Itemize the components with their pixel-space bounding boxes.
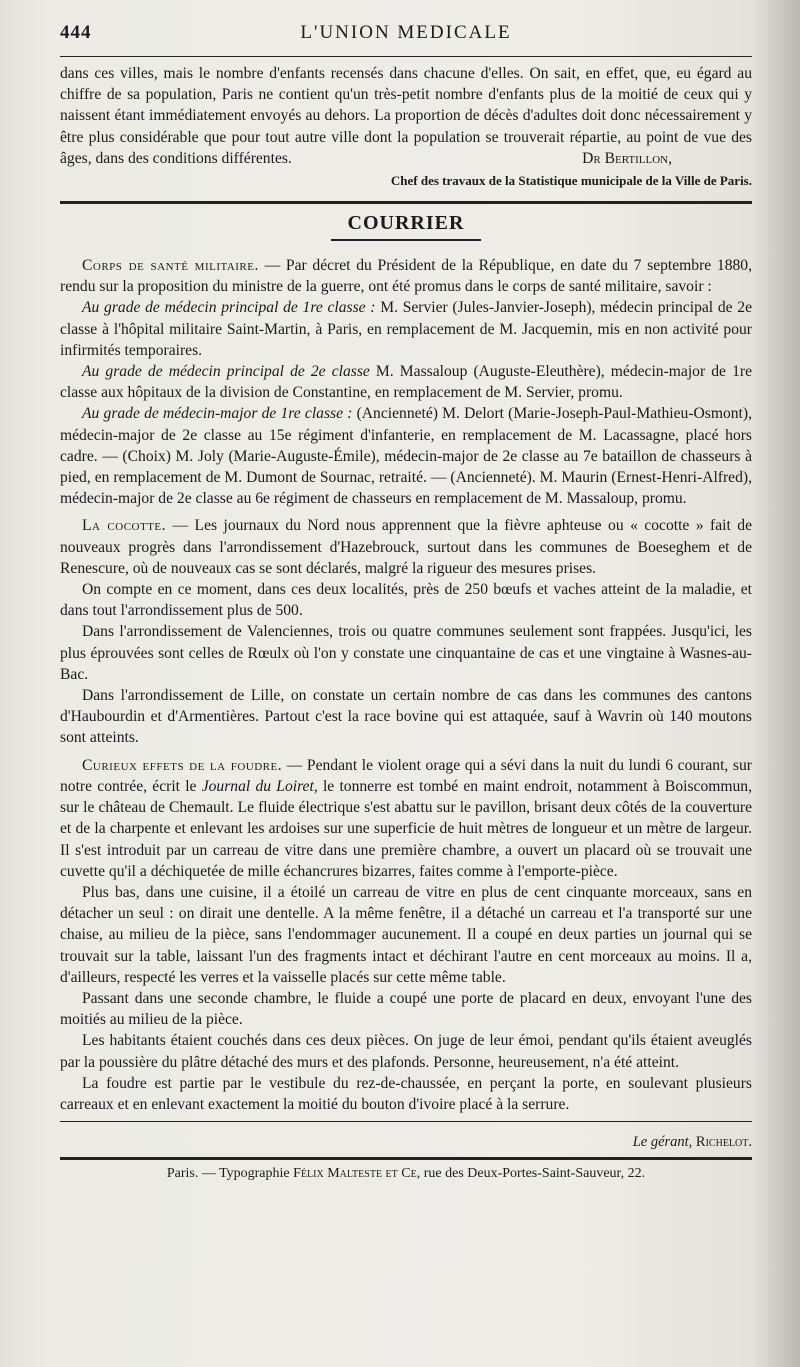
grade-3-paragraph [60, 403, 752, 509]
grade-2-text: M. Massaloup (Auguste-Eleuthère), médecin-major de 1re classe aux hôpitaux de la division de Constantine, en remplacement de M. Servier, promu. [60, 363, 752, 402]
cocotte-article [60, 515, 752, 748]
grade-3-text: (Ancienneté) M. Delort (Marie-Joseph-Paul-Mathieu-Osmont), médecin-major de 2e classe au 15e régiment d'infanterie, en remplacement de M. Lacassagne, placé hors cadre. — (Choix) M. Joly (Marie-Auguste-Émile), médecin-major de 2e classe au 7e bataillon de chasseurs à pied, en remplacement de M. Dumont de Sournac, retraité. — (Ancienneté). M. Maurin (Ernest-Henri-Alfred), médecin-major de 2e classe au 6e régiment de chasseurs en remplacement de M. Massaloup, promu. [60, 405, 752, 508]
section-title: COURRIER [347, 212, 465, 235]
author-signature: Dr Bertillon, [582, 150, 672, 168]
gerant-name: Richelot. [695, 1134, 752, 1151]
grade-2-label: Au grade de médecin principal de 2e classe [82, 363, 370, 381]
journal-title: L'UNION MEDICALE [300, 22, 512, 43]
gerant-label: Le gérant, [632, 1134, 693, 1151]
printer-imprint [60, 1166, 752, 1182]
journal-reference: Journal du Loiret [201, 777, 314, 795]
corps-sante-intro [60, 255, 752, 297]
cocotte-paragraph-4: Dans l'arrondissement de Lille, on constate un certain nombre de cas dans les communes des cantons d'Haubourdin et d'Armentières. Partout c'est la race bovine qui est attaquée, sauf à Wavrin où 140 moutons sont atteints. [60, 687, 752, 747]
grade-2-paragraph [60, 361, 752, 403]
cocotte-paragraph-3: Dans l'arrondissement de Valenciennes, trois ou quatre communes seulement sont frappées. Jusqu'ici, les plus éprouvées sont celles de Rœulx où l'on y constate une cinquantaine de cas et une vingtaine à Wasnes-au-Bac. [60, 623, 752, 683]
imprint-printer: Félix Malteste et Ce [293, 1166, 417, 1182]
imprint-text-b: , rue des Deux-Portes-Saint-Sauveur, 22. [416, 1166, 646, 1182]
foudre-article [60, 755, 752, 1115]
cocotte-paragraph-2: On compte en ce moment, dans ces deux localités, près de 250 bœufs et vaches atteint de la maladie, et dans tout l'arrondissement plus de 500. [60, 581, 752, 620]
imprint-text-a: Paris. — Typographie [166, 1166, 294, 1182]
corps-sante-lead: Corps de santé militaire. [82, 257, 259, 275]
section-underline [331, 239, 481, 241]
cocotte-text-1: — Les journaux du Nord nous apprennent que la fièvre aphteuse ou « cocotte » fait de nouveaux progrès dans l'arrondissement d'Hazebrouck, surtout dans les communes de Boeseghem et de Renescure, où de nouveaux cas se sont déclarés, malgré la rigueur des mesures prises. [60, 517, 752, 577]
gerant-signature [60, 1134, 752, 1151]
section-rule-top [60, 201, 752, 204]
foudre-lead: Curieux effets de la foudre. [82, 756, 283, 774]
footer-rule-bottom [60, 1157, 752, 1160]
corps-sante-intro-text: — Par décret du Président de la République, en date du 7 septembre 1880, rendu sur la proposition du ministre de la guerre, ont été promus dans le corps de santé militaire, savoir : [60, 257, 753, 296]
foudre-paragraph-1 [60, 755, 752, 882]
foudre-text-1a: — Pendant le violent orage qui a sévi dans la nuit du lundi 6 courant, sur notre contrée, écrit le [60, 756, 752, 795]
author-title: Chef des travaux de la Statistique municipale de la Ville de Paris. [390, 173, 752, 189]
footer-rule-top [60, 1121, 752, 1122]
cocotte-lead: La cocotte. [82, 517, 167, 535]
page-number: 444 [60, 22, 92, 43]
foudre-paragraph-5: La foudre est partie par le vestibule du rez-de-chaussée, en perçant la porte, en soulevant plusieurs carreaux et en enlevant exactement la moitié du bouton d'ivoire placé à la serrure. [60, 1074, 752, 1113]
foudre-paragraph-4: Les habitants étaient couchés dans ces deux pièces. On juge de leur émoi, pendant qu'ils étaient aveuglés par la poussière du plâtre détaché des murs et des plafonds. Personne, heureusement, n'a été atteint. [60, 1032, 752, 1071]
corps-sante-article [60, 255, 752, 509]
running-head [60, 18, 752, 50]
previous-article-text: dans ces villes, mais le nombre d'enfants recensés dans chacune d'elles. On sait, en effet, que, eu égard au chiffre de sa population, Paris ne contient qu'un très-petit nombre d'enfants plus de la moitié de ceux qui y naissent étant immédiatement envoyés au dehors. La proportion de décès d'adultes doit donc nécessairement y être plus considérable que pour tout autre ville dont la population se trouverait répartie, au point de vue des âges, dans des conditions différentes. [60, 65, 752, 167]
grade-3-label: Au grade de médecin-major de 1re classe : [82, 405, 353, 423]
grade-1-text: M. Servier (Jules-Janvier-Joseph), médecin principal de 2e classe à l'hôpital militaire Saint-Martin, à Paris, en remplacement de M. Jacquemin, mis en non activité pour infirmités temporaires. [60, 299, 752, 359]
cocotte-paragraph-1 [60, 515, 752, 579]
foudre-paragraph-2: Plus bas, dans une cuisine, il a étoilé un carreau de vitre en plus de cent cinquante morceaux, sans en détacher un seul : on dirait une dentelle. A la même fenêtre, il a détaché un carreau et l'a transporté sur une chaise, au milieu de la pièce, sans l'endommager aucunement. Il a coupé en deux parties un journal qui se trouvait sur la table, laissant l'un des fragments intact et déchirant l'autre en cent morceaux au moins. Il a, d'ailleurs, respecté les verres et la vaisselle placés sur cette même table. [60, 883, 752, 986]
foudre-text-1b: , le tonnerre est tombé en maint endroit, notamment à Boiscommun, sur le château de Chemault. Le fluide électrique s'est abattu sur le pavillon, brisant deux côtés de la couverture et de la charpente et enlevant les ardoises sur une superficie de huit mètres de longueur et un mètre de largeur. Il s'est introduit par un carreau de vitre dans une première chambre, a ouvert un placard où se trouvait une cuvette qu'il a déchiquetée de mille échancrures bizarres, faites comme à l'emporte-pièce. [60, 777, 752, 880]
grade-1-label: Au grade de médecin principal de 1re classe : [82, 299, 376, 317]
section-header [60, 201, 752, 241]
header-rule [60, 56, 752, 57]
foudre-paragraph-3: Passant dans une seconde chambre, le fluide a coupé une porte de placard en deux, envoyant l'une des moitiés au milieu de la pièce. [60, 989, 752, 1029]
grade-1-paragraph [60, 297, 752, 361]
